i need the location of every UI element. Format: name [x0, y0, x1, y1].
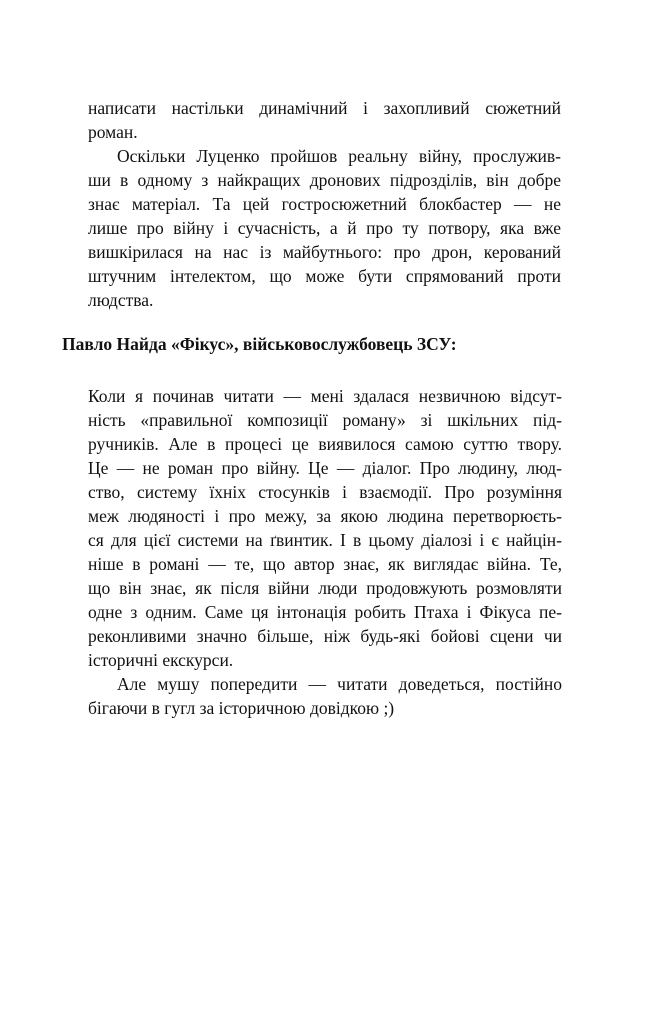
- text-line: Оскільки Луценко пройшов реальну війну, прослужив-: [117, 146, 561, 166]
- text-line: ручників. Але в процесі це виявилося самою суттю твору.: [88, 434, 562, 454]
- text-line: ся для цієї системи на ґвинтик. І в цьому діалозі і є найцін-: [88, 530, 562, 550]
- text-line: людства.: [88, 290, 154, 310]
- text-line: що він знає, як після війни люди продовжують розмовляти: [88, 578, 562, 598]
- text-line: історичні екскурси.: [88, 650, 234, 670]
- text-line: бігаючи в гугл за історичною довідкою ;): [88, 698, 395, 718]
- text-line: лише про війну і сучасність, а й про ту потвору, яка вже: [88, 218, 561, 238]
- text-line: одне з одним. Саме ця інтонація робить Птаха і Фікуса пе-: [88, 602, 562, 622]
- text-line: ство, систему їхніх стосунків і взаємодії. Про розуміння: [88, 482, 562, 502]
- text-line: ши в одному з найкращих дронових підрозділів, він добре: [88, 170, 561, 190]
- text-line: ність «правильної композиції роману» зі шкільних під-: [88, 410, 562, 430]
- text-line: Коли я починав читати — мені здалася незвичною відсут-: [88, 386, 562, 406]
- text-line: штучним інтелектом, що може бути спрямований проти: [88, 266, 561, 286]
- text-line: ніше в романі — те, що автор знає, як виглядає війна. Те,: [88, 554, 562, 574]
- text-line: вишкірилася на нас із майбутнього: про дрон, керований: [88, 242, 561, 262]
- text-line: реконливими значно більше, ніж будь-які бойові сцени чи: [88, 626, 562, 646]
- text-line: написати настільки динамічний і захопливий сюжетний: [88, 98, 561, 118]
- text-line: знає матеріал. Та цей гостросюжетний блокбастер — не: [88, 194, 561, 214]
- text-line: Але мушу попередити — читати доведеться, постійно: [117, 674, 562, 694]
- text-line: меж людяності і про межу, за якою людина перетворюєть-: [88, 506, 562, 526]
- text-line: роман.: [88, 122, 138, 142]
- review-heading: Павло Найда «Фікус», військовослужбовець ЗСУ:: [62, 334, 457, 354]
- text-line: Це — не роман про війну. Це — діалог. Про людину, люд-: [88, 458, 562, 478]
